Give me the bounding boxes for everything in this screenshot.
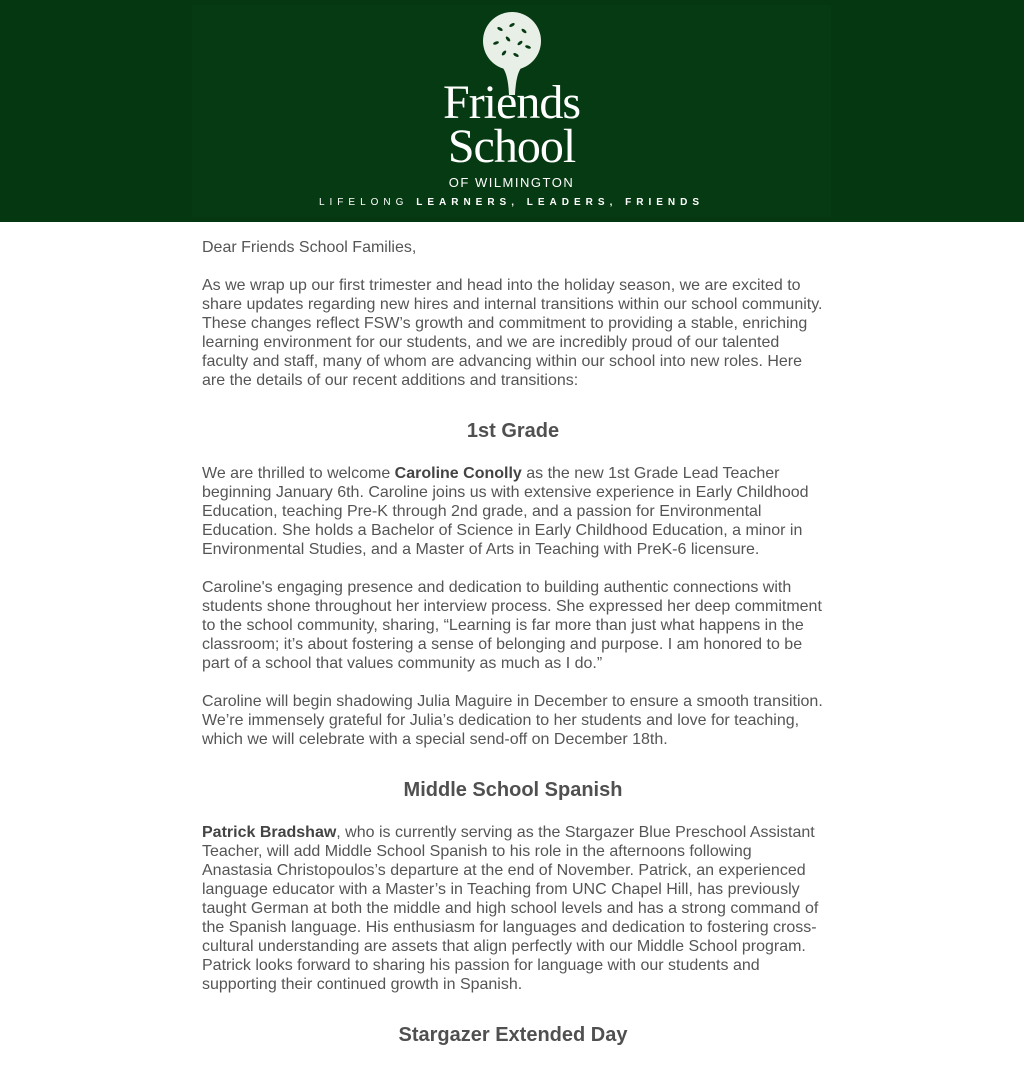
intro-paragraph: As we wrap up our first trimester and head into the holiday season, we are excited to share updates regarding new hires and internal transitions within our school community. These changes reflect FSW’s growth and commitment to providing a stable, enriching learning environment for our students, and we are incredibly proud of our talented faculty and staff, many of whom are advancing within our school into new roles. Here are the details of our recent additions and transitions:	[202, 277, 823, 389]
section-heading-extended-day: Stargazer Extended Day	[398, 1024, 628, 1046]
tagline: LIFELONG LEARNERS, LEADERS, FRIENDS	[318, 197, 705, 208]
logo-text-wilmington: OF WILMINGTON	[448, 175, 575, 190]
greeting: Dear Friends School Families,	[202, 239, 417, 256]
school-logo	[192, 5, 831, 217]
paragraph: We are thrilled to welcome Caroline Conolly as the new 1st Grade Lead Teacher beginning January 6th. Caroline joins us with extensive experience in Early Childhood Education, teaching Pre-K through 2nd grade, and a passion for Environmental Education. She holds a Bachelor of Science in Early Childhood Education, a minor in Environmental Studies, and a Master of Arts in Teaching with PreK-6 licensure.	[202, 465, 809, 558]
logo-text-school: School	[447, 120, 576, 173]
paragraph: Patrick Bradshaw, who is currently serving as the Stargazer Blue Preschool Assistant Teacher, will add Middle School Spanish to his role in the afternoons following Anastasia Christopoulos’s departure at the end of November. Patrick, an experienced language educator with a Master’s in Teaching from UNC Chapel Hill, has previously taught German at both the middle and high school levels and has a strong command of the Spanish language. His enthusiasm for languages and dedication to fostering cross-cultural understanding are assets that align perfectly with our Middle School program. Patrick looks forward to sharing his passion for language with our students and supporting their continued growth in Spanish.	[202, 824, 819, 993]
section-heading-1st-grade: 1st Grade	[466, 420, 560, 442]
header-banner	[0, 0, 1024, 222]
logo-text-friends: Friends	[443, 76, 580, 129]
paragraph: Caroline's engaging presence and dedication to building authentic connections with students shone throughout her interview process. She expressed her deep commitment to the school community, sharing, “Learning is far more than just what happens in the classroom; it’s about fostering a sense of belonging and purpose. I am honored to be part of a school that values community as much as I do.”	[202, 579, 822, 672]
section-heading-ms-spanish: Middle School Spanish	[403, 779, 623, 801]
letter-body	[200, 222, 824, 1068]
paragraph: Caroline will begin shadowing Julia Maguire in December to ensure a smooth transition. We’re immensely grateful for Julia’s dedication to her students and love for teaching, which we will celebrate with a special send-off on December 18th.	[202, 693, 823, 748]
